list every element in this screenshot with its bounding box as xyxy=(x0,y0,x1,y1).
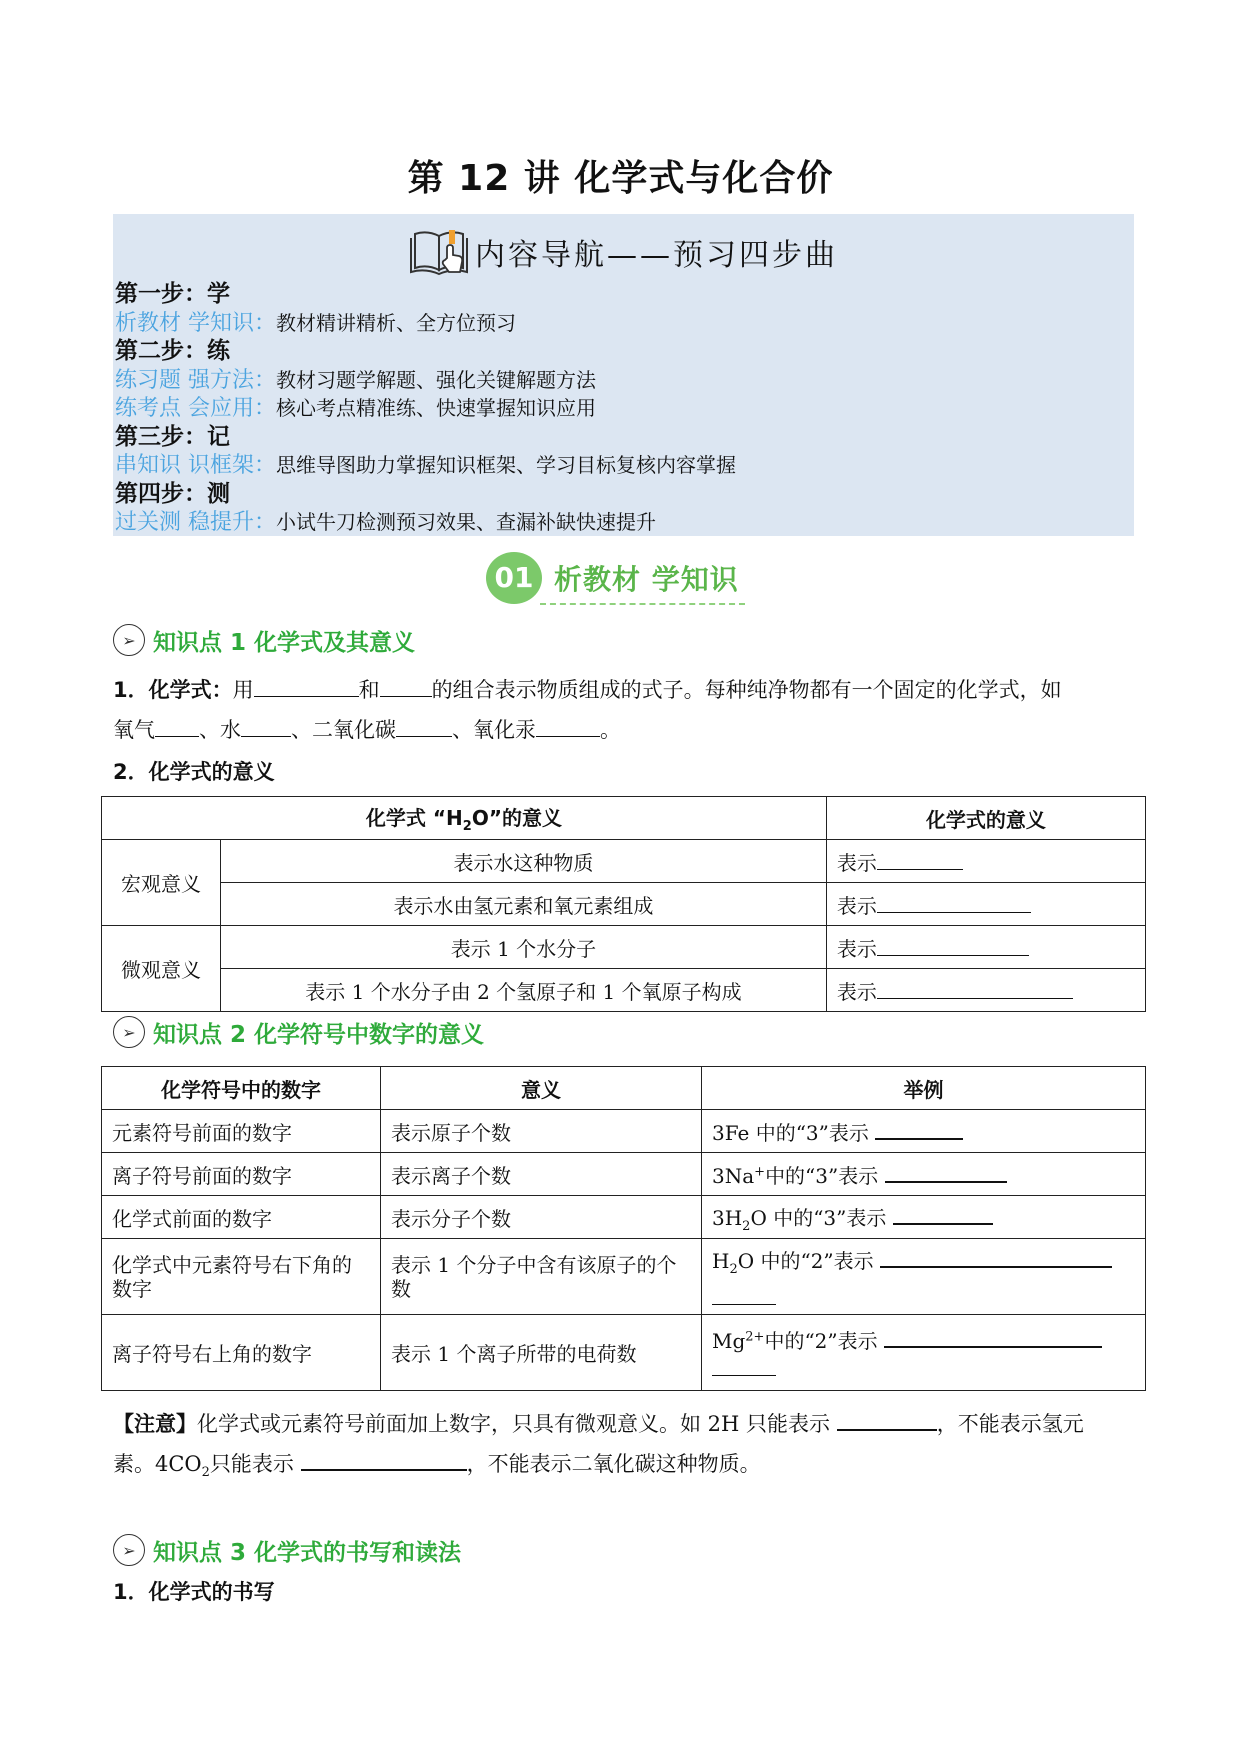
table-cell: 表示水这种物质 xyxy=(221,840,827,883)
arrow-circle-icon: ➢ xyxy=(113,1534,145,1566)
note-paragraph: 【注意】化学式或元素符号前面加上数字，只具有微观意义。如 2H 只能表示 ，不能表示氢元 素。$4CO_2$只能表示 ，不能表示二氧化碳这种物质。 xyxy=(113,1404,1134,1493)
blank[interactable] xyxy=(877,933,1029,956)
table-cell: 3Na+中的“3”表示 xyxy=(702,1153,1146,1196)
table-header: 意义 xyxy=(381,1067,702,1110)
blank[interactable] xyxy=(875,1116,963,1140)
subheading-formula-writing xyxy=(113,1572,1134,1612)
blank[interactable] xyxy=(712,1282,776,1305)
blank[interactable] xyxy=(877,847,963,870)
group-cell: 微观意义 xyxy=(102,926,221,1012)
knowledge-point-2-heading xyxy=(113,1012,484,1052)
knowledge-point-3-heading xyxy=(113,1530,461,1570)
text: 。 xyxy=(600,718,621,742)
table-cell: 表示 xyxy=(826,969,1145,1012)
blank[interactable] xyxy=(254,674,359,697)
blank[interactable] xyxy=(893,1201,993,1225)
table-cell: $Mg^{2+}$中的“2”表示 xyxy=(702,1315,1146,1391)
table-cell: 表示 xyxy=(826,883,1145,926)
table-row xyxy=(102,926,1146,969)
nav-item-label: 过关测 稳提升： xyxy=(115,510,276,535)
table-row xyxy=(102,1196,1146,1239)
book-pointer-icon xyxy=(409,224,471,280)
nav-item-label: 串知识 识框架： xyxy=(115,453,276,478)
nav-item-text: 小试牛刀检测预习效果、查漏补缺快速提升 xyxy=(276,510,656,534)
table-header-row xyxy=(102,797,1146,840)
table-cell: 表示水由氢元素和氧元素组成 xyxy=(221,883,827,926)
arrow-circle-icon: ➢ xyxy=(113,624,145,656)
table-row xyxy=(102,1153,1146,1196)
table-row xyxy=(102,1239,1146,1315)
table-row xyxy=(102,1110,1146,1153)
table-cell: 化学式中元素符号右下角的数字 xyxy=(102,1239,381,1315)
blank[interactable] xyxy=(396,714,452,737)
text: 、氧化汞 xyxy=(452,718,536,742)
text: ，不能表示氢元 xyxy=(936,1412,1084,1436)
paragraph-formula-definition xyxy=(113,670,1134,750)
page-title: 第 12 讲 化学式与化合价 xyxy=(407,158,834,199)
blank[interactable] xyxy=(880,1244,1112,1268)
nav-item xyxy=(115,451,736,480)
group-cell: 宏观意义 xyxy=(102,840,221,926)
nav-item-text: 思维导图助力掌握知识框架、学习目标复核内容掌握 xyxy=(276,453,736,477)
nav-lines xyxy=(115,280,736,537)
blank[interactable] xyxy=(877,890,1031,913)
text: 氧气 xyxy=(113,718,155,742)
content-navigation-box xyxy=(113,214,1134,536)
table-cell: 表示离子个数 xyxy=(381,1153,702,1196)
nav-step xyxy=(115,280,736,309)
formula-meaning-table xyxy=(101,796,1146,1012)
table-header: 化学式 “$H_2O$”的意义 xyxy=(102,797,827,840)
table-cell: 元素符号前面的数字 xyxy=(102,1110,381,1153)
nav-heading-text: 内容导航——预习四步曲 xyxy=(475,238,838,273)
table-cell: 表示 xyxy=(826,926,1145,969)
text: ，不能表示二氧化碳这种物质。 xyxy=(466,1452,761,1476)
nav-item-label: 练考点 会应用： xyxy=(115,396,276,421)
nav-item xyxy=(115,508,736,537)
table-cell: 表示 1 个水分子 xyxy=(221,926,827,969)
blank[interactable] xyxy=(877,976,1073,999)
text: 素。4CO xyxy=(113,1452,202,1476)
table-row xyxy=(102,840,1146,883)
table-header: 化学式的意义 xyxy=(826,797,1145,840)
arrow-circle-icon: ➢ xyxy=(113,1016,145,1048)
step-label: 第二步：练 xyxy=(115,338,230,364)
item-number: 1．化学式： xyxy=(113,678,233,702)
table-cell: 表示 xyxy=(826,840,1145,883)
table-cell: 表示原子个数 xyxy=(381,1110,702,1153)
table-cell: 离子符号前面的数字 xyxy=(102,1153,381,1196)
nav-item-text: 教材精讲精析、全方位预习 xyxy=(276,310,516,335)
nav-heading xyxy=(113,224,1134,280)
table-header-row xyxy=(102,1067,1146,1110)
section-title: 析教材 学知识 xyxy=(554,563,739,596)
nav-item-label: 练习题 强方法： xyxy=(115,367,276,393)
nav-item xyxy=(115,394,736,423)
blank[interactable] xyxy=(885,1159,1007,1183)
text: 化学式或元素符号前面加上数字，只具有微观意义。如 2H 只能表示 xyxy=(197,1412,831,1436)
section-number: 01 xyxy=(486,552,542,604)
text: 只能表示 xyxy=(209,1452,294,1476)
table-cell: 3Fe 中的“3”表示 xyxy=(702,1110,1146,1153)
knowledge-point-title: 知识点 2 化学符号中数字的意义 xyxy=(153,1021,485,1048)
blank[interactable] xyxy=(241,714,291,737)
knowledge-point-1-heading xyxy=(113,620,415,660)
text: 、水 xyxy=(199,718,241,742)
blank[interactable] xyxy=(301,1447,467,1471)
blank[interactable] xyxy=(380,674,432,697)
table-header: 化学符号中的数字 xyxy=(102,1067,381,1110)
blank[interactable] xyxy=(884,1324,1102,1348)
knowledge-point-title: 知识点 1 化学式及其意义 xyxy=(153,629,416,656)
blank[interactable] xyxy=(536,714,600,737)
table-cell: 表示 1 个水分子由 2 个氢原子和 1 个氧原子构成 xyxy=(221,969,827,1012)
text: 的组合表示物质组成的式子。每种纯净物都有一个固定的化学式，如 xyxy=(431,678,1062,702)
subheading: 1．化学式的书写 xyxy=(113,1580,275,1604)
nav-step xyxy=(115,480,736,509)
nav-item-text: 教材习题学解题、强化关键解题方法 xyxy=(276,367,596,392)
blank[interactable] xyxy=(155,714,199,737)
note-tag: 【注意】 xyxy=(113,1412,197,1436)
table-row xyxy=(102,883,1146,926)
section-divider xyxy=(540,603,745,605)
table-row xyxy=(102,969,1146,1012)
text: 、二氧化碳 xyxy=(291,718,396,742)
symbol-number-table xyxy=(101,1066,1146,1391)
nav-item-label: 析教材 学知识： xyxy=(115,310,276,336)
step-label: 第四步：测 xyxy=(115,480,230,507)
subheading: 2．化学式的意义 xyxy=(113,760,275,784)
subheading-formula-meaning xyxy=(113,752,1134,792)
table-cell: $H_2O$ 中的“2”表示 xyxy=(702,1239,1146,1315)
knowledge-point-title: 知识点 3 化学式的书写和读法 xyxy=(153,1539,462,1566)
table-cell: 表示分子个数 xyxy=(381,1196,702,1239)
nav-item xyxy=(115,309,736,338)
table-cell: 化学式前面的数字 xyxy=(102,1196,381,1239)
nav-step xyxy=(115,337,736,366)
blank[interactable] xyxy=(837,1407,937,1431)
step-label: 第三步：记 xyxy=(115,423,230,450)
step-label: 第一步：学 xyxy=(115,281,230,307)
nav-step xyxy=(115,423,736,452)
blank[interactable] xyxy=(712,1353,776,1376)
nav-item-text: 核心考点精准练、快速掌握知识应用 xyxy=(276,396,596,420)
table-cell: 表示 1 个离子所带的电荷数 xyxy=(381,1315,702,1391)
text: 和 xyxy=(358,678,380,702)
text: 用 xyxy=(232,678,254,702)
table-cell: 表示 1 个分子中含有该原子的个数 xyxy=(381,1239,702,1315)
table-cell: 离子符号右上角的数字 xyxy=(102,1315,381,1391)
table-cell: $3H_2O$ 中的“3”表示 xyxy=(702,1196,1146,1239)
section-badge xyxy=(486,548,766,608)
table-row xyxy=(102,1315,1146,1391)
nav-item xyxy=(115,366,736,395)
table-header: 举例 xyxy=(702,1067,1146,1110)
